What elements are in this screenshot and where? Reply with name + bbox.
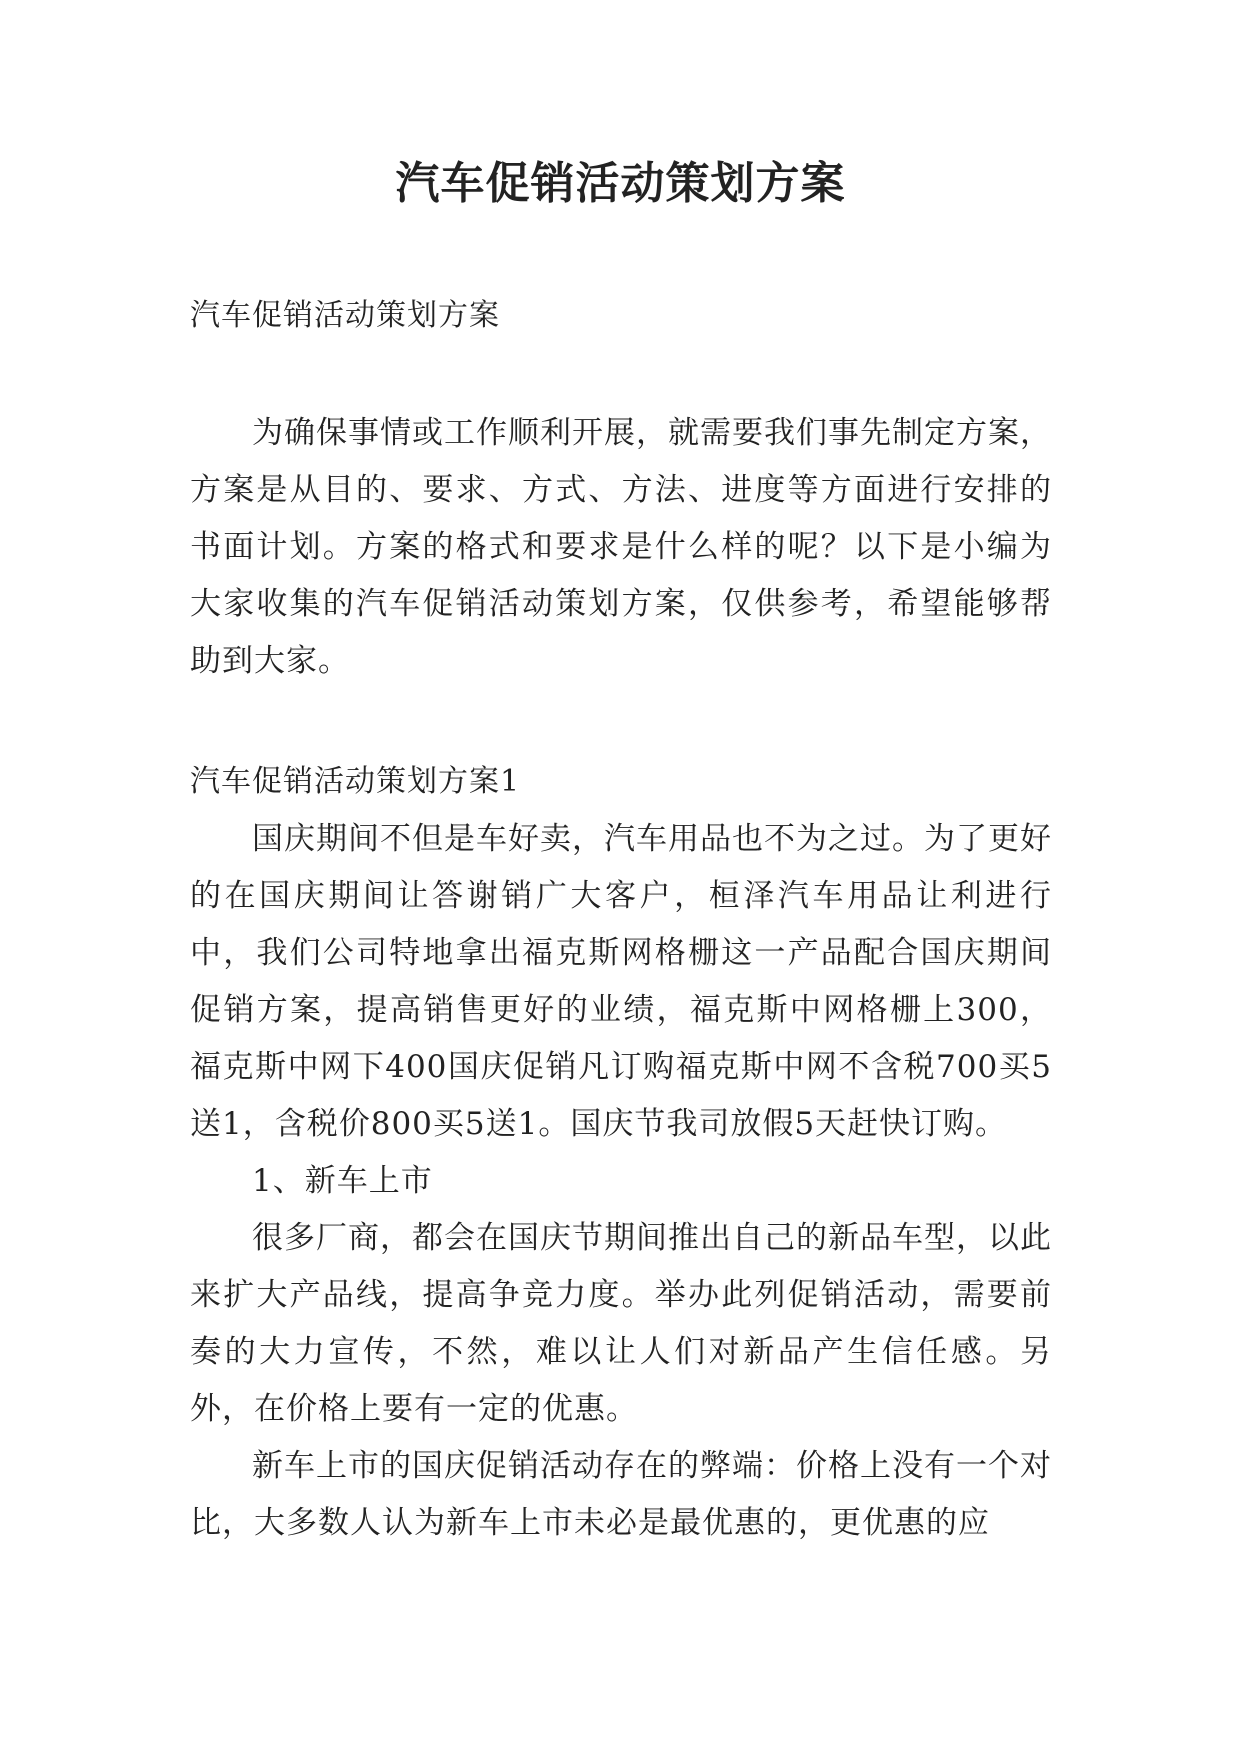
section1-paragraph: 很多厂商，都会在国庆节期间推出自己的新品车型，以此来扩大产品线，提高争竞力度。举办此列促销活动，需要前奏的大力宣传，不然，难以让人们对新品产生信任感。另外，在价格上要有一定的优惠。 <box>190 1220 1052 1427</box>
section1-body <box>190 811 1052 1552</box>
intro-section <box>190 405 1052 690</box>
section1-heading: 汽车促销活动策划方案1 <box>190 764 521 799</box>
document-title: 汽车促销活动策划方案 <box>395 158 846 209</box>
section1-paragraph: 新车上市的国庆促销活动存在的弊端：价格上没有一个对比，大多数人认为新车上市未必是最优惠的，更优惠的应 <box>190 1448 1052 1541</box>
section1-paragraph: 国庆期间不但是车好卖，汽车用品也不为之过。为了更好的在国庆期间让答谢销广大客户，桓泽汽车用品让利进行中，我们公司特地拿出福克斯网格栅这一产品配合国庆期间促销方案，提高销售更好的业绩，福克斯中网格栅上300，福克斯中网下400国庆促销凡订购福克斯中网不含税700买5送1，含税价800买5送1。国庆节我司放假5天赶快订购。 <box>190 821 1052 1142</box>
document-subtitle: 汽车促销活动策划方案 <box>190 298 500 333</box>
intro-paragraph: 为确保事情或工作顺利开展，就需要我们事先制定方案，方案是从目的、要求、方式、方法、进度等方面进行安排的书面计划。方案的格式和要求是什么样的呢？以下是小编为大家收集的汽车促销活动策划方案，仅供参考，希望能够帮助到大家。 <box>190 415 1052 679</box>
section1-list-item-new-car: 1、新车上市 <box>252 1163 433 1199</box>
